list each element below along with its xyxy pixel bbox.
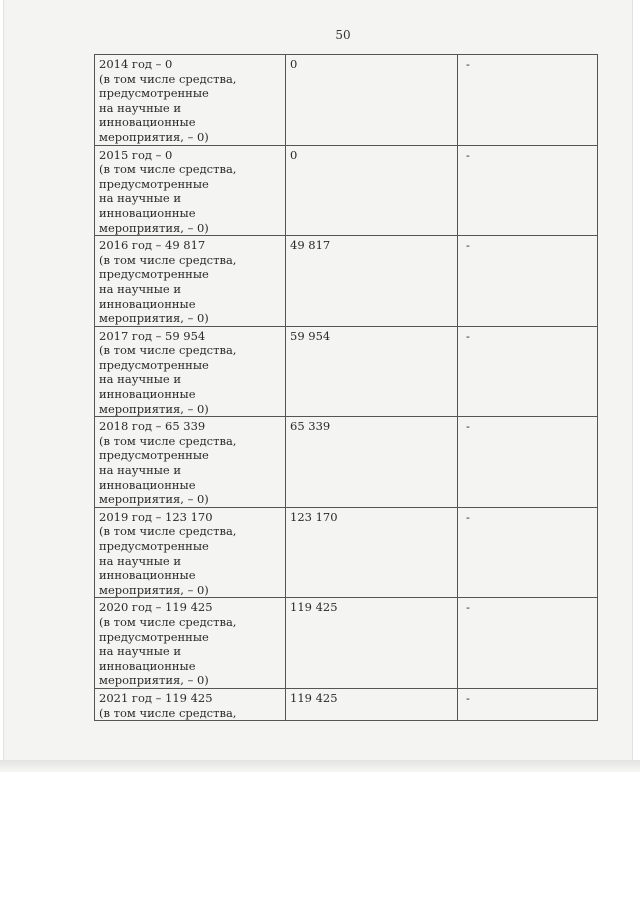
detail-text-line: предусмотренные — [99, 357, 209, 372]
detail-text-line: предусмотренные — [99, 629, 209, 644]
detail-text-line: (в том числе средства, — [99, 524, 237, 539]
note-dash: - — [466, 328, 470, 343]
amount-cell — [286, 598, 458, 689]
amount-cell — [286, 326, 458, 417]
detail-text-line: (в том числе средства, — [99, 252, 237, 267]
amount-value: 65 339 — [290, 419, 331, 434]
note-dash: - — [466, 690, 470, 705]
year-total-text: 2021 год – 119 425 — [99, 690, 213, 705]
detail-text-line: инновационные — [99, 387, 196, 402]
detail-text-line: на научные и — [99, 553, 182, 568]
note-dash: - — [466, 147, 470, 162]
note-cell — [458, 236, 598, 327]
amount-cell — [286, 236, 458, 327]
note-cell — [458, 55, 598, 146]
detail-text-line: мероприятия, – 0) — [99, 129, 209, 144]
detail-text-line: мероприятия, – 0) — [99, 311, 209, 326]
funding-table-body — [95, 55, 598, 721]
year-total-text: 2016 год – 49 817 — [99, 238, 206, 253]
detail-text-line: инновационные — [99, 115, 196, 130]
detail-text-line: на научные и — [99, 372, 182, 387]
table-row — [95, 598, 598, 689]
note-cell — [458, 507, 598, 598]
detail-text-line: предусмотренные — [99, 86, 209, 101]
table-row — [95, 417, 598, 508]
detail-text-line: (в том числе средства, — [99, 433, 237, 448]
year-cell — [95, 598, 286, 689]
amount-cell — [286, 417, 458, 508]
detail-text-line: на научные и — [99, 100, 182, 115]
note-cell — [458, 598, 598, 689]
year-total-text: 2020 год – 119 425 — [99, 600, 213, 615]
detail-text-line: на научные и — [99, 463, 182, 478]
detail-text-line: инновационные — [99, 205, 196, 220]
detail-text-line: (в том числе средства, — [99, 705, 237, 720]
table-row — [95, 326, 598, 417]
amount-value: 119 425 — [290, 600, 338, 615]
year-cell — [95, 55, 286, 146]
detail-text-line: предусмотренные — [99, 267, 209, 282]
table-row — [95, 688, 598, 720]
detail-text-line: предусмотренные — [99, 176, 209, 191]
amount-value: 0 — [290, 57, 298, 71]
year-total-text: 2018 год – 65 339 — [99, 419, 206, 434]
amount-value: 119 425 — [290, 690, 338, 705]
amount-cell — [286, 688, 458, 720]
year-cell — [95, 507, 286, 598]
detail-text-line: инновационные — [99, 477, 196, 492]
detail-text-line: (в том числе средства, — [99, 162, 237, 177]
year-cell — [95, 145, 286, 236]
detail-text-line: (в том числе средства, — [99, 343, 237, 358]
detail-text-line: мероприятия, – 0) — [99, 673, 209, 688]
amount-value: 49 817 — [290, 238, 331, 253]
year-total-text: 2017 год – 59 954 — [99, 328, 206, 343]
detail-text-line: мероприятия, – 0) — [99, 220, 209, 235]
scan-edge-shadow — [0, 760, 640, 772]
detail-text-line: инновационные — [99, 658, 196, 673]
amount-cell — [286, 507, 458, 598]
table-row — [95, 236, 598, 327]
note-dash: - — [466, 238, 470, 253]
year-total-text: 2014 год – 0 — [99, 57, 173, 71]
detail-text-line: (в том числе средства, — [99, 71, 237, 86]
detail-text-line: предусмотренные — [99, 539, 209, 553]
table-row — [95, 507, 598, 598]
amount-value: 0 — [290, 147, 298, 162]
detail-text-line: мероприятия, – 0) — [99, 582, 209, 597]
year-cell — [95, 236, 286, 327]
detail-text-line: (в том числе средства, — [99, 614, 237, 629]
detail-text-line: инновационные — [99, 568, 196, 583]
year-cell — [95, 688, 286, 720]
amount-value: 59 954 — [290, 328, 331, 343]
note-dash: - — [466, 509, 470, 524]
year-cell — [95, 326, 286, 417]
amount-cell — [286, 145, 458, 236]
detail-text-line: на научные и — [99, 191, 182, 206]
note-dash: - — [466, 57, 470, 71]
year-total-text: 2019 год – 123 170 — [99, 509, 213, 524]
table-row — [95, 55, 598, 146]
amount-cell — [286, 55, 458, 146]
note-dash: - — [466, 600, 470, 615]
funding-table — [94, 54, 598, 721]
detail-text-line: мероприятия, – 0) — [99, 401, 209, 416]
note-dash: - — [466, 419, 470, 434]
detail-text-line: предусмотренные — [99, 448, 209, 463]
note-cell — [458, 145, 598, 236]
detail-text-line: инновационные — [99, 296, 196, 311]
table-row — [95, 145, 598, 236]
year-cell — [95, 417, 286, 508]
page-number: 50 — [335, 28, 351, 42]
year-total-text: 2015 год – 0 — [99, 147, 173, 162]
note-cell — [458, 688, 598, 720]
detail-text-line: мероприятия, – 0) — [99, 492, 209, 507]
amount-value: 123 170 — [290, 509, 338, 524]
detail-text-line: на научные и — [99, 281, 182, 296]
detail-text-line: на научные и — [99, 644, 182, 659]
note-cell — [458, 417, 598, 508]
note-cell — [458, 326, 598, 417]
